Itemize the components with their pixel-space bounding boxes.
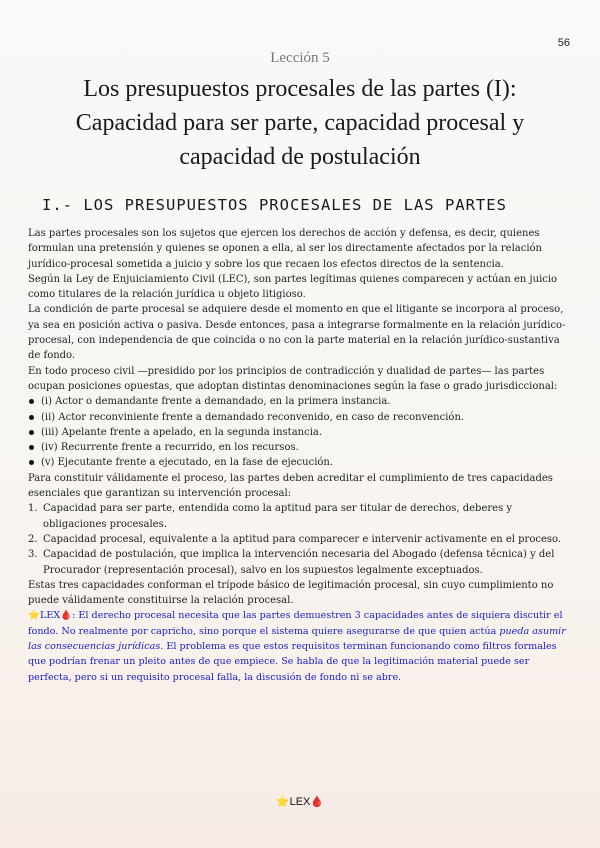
list-item: (iv) Recurrente frente a recurrido, en los recursos.: [28, 440, 568, 455]
list-item: (ii) Actor reconviniente frente a demandado reconvenido, en caso de reconvención.: [28, 410, 568, 425]
paragraph: En todo proceso civil —presidido por los principios de contradicción y dualidad de partes— las partes ocupan posiciones opuestas, que adoptan distintas denominaciones según la fase o grado jurisdiccional:: [28, 365, 558, 392]
star-icon: ⭐: [28, 610, 40, 622]
blood-drop-icon: 🩸: [60, 610, 73, 622]
title-line: Los presupuestos procesales de las partes (I):: [83, 76, 517, 102]
list-number: 3.: [28, 549, 38, 561]
list-item-text: Capacidad procesal, equivalente a la aptitud para comparecer e intervenir activamente en el proceso.: [43, 533, 562, 545]
page-title: [20, 72, 580, 174]
list-item-text: Capacidad de postulación, que implica la intervención necesaria del Abogado (defensa técnica) y del Procurador (representación procesal), salvo en los supuestos legalmente exceptuados.: [43, 549, 555, 576]
note-text: . El problema es que estos requisitos terminan funcionando como filtros formales que podrían frenar un pleito antes de que empiece. Se habla de que la legitimación material puede ser perfecta, pero si un requisito procesal falla, la discusión de fondo ni se abre.: [28, 641, 557, 683]
section-heading: I.- LOS PRESUPUESTOS PROCESALES DE LAS PARTES: [42, 196, 507, 214]
note-label: LEX: [39, 610, 61, 622]
capacities-intro: Para constituir válidamente el proceso, las partes deben acreditar el cumplimiento de tres capacidades esenciales que garantizan su intervención procesal:: [28, 472, 553, 500]
list-item: [28, 547, 568, 578]
footer-brand: [0, 795, 600, 808]
list-item-text: Capacidad para ser parte, entendida como la aptitud para ser titular de derechos, deberes y obligaciones procesales.: [43, 503, 513, 530]
note-emphasis: pueda asumir las consecuencias jurídicas: [28, 625, 566, 653]
list-number: 2.: [28, 533, 38, 545]
blood-drop-icon: 🩸: [310, 796, 325, 808]
list-item: (iii) Apelante frente a apelado, en la segunda instancia.: [28, 425, 568, 440]
list-item: [28, 501, 568, 532]
body-text: [28, 226, 568, 685]
list-number: 1.: [28, 503, 38, 515]
footer-label: LEX: [289, 796, 311, 808]
closing-paragraph: Estas tres capacidades conforman el trípode básico de legitimación procesal, sin cuyo cumplimiento no puede válidamente constituirse la relación procesal.: [28, 579, 554, 607]
note-text: : El derecho procesal necesita que las partes demuestren 3 capacidades antes de siquiera discutir el fondo. No realmente por capricho, sino porque el sistema quiere asegurarse de que quien actúa: [28, 610, 563, 637]
page-number: 56: [557, 37, 570, 49]
list-item: [28, 532, 568, 547]
capacities-list: [28, 501, 568, 577]
title-line: Capacidad para ser parte, capacidad procesal y: [75, 110, 525, 136]
paragraph: La condición de parte procesal se adquiere desde el momento en que el litigante se incorpora al proceso, ya sea en posición activa o pasiva. Desde entonces, pasa a integrarse formalmente en la relación jurídico-procesal, con independencia de que coincida o no con la parte material en la relación jurídico-sustantiva de fondo.: [28, 304, 566, 362]
party-positions-list: [28, 394, 568, 470]
list-item: (i) Actor o demandante frente a demandado, en la primera instancia.: [28, 394, 568, 409]
lex-note: [28, 608, 568, 684]
lesson-label: Lección 5: [270, 50, 330, 66]
list-item: (v) Ejecutante frente a ejecutado, en la fase de ejecución.: [28, 455, 568, 470]
paragraph: Las partes procesales son los sujetos que ejercen los derechos de acción y defensa, es decir, quienes formulan una pretensión y quienes se oponen a ella, al ser los directamente afectados por la relación jurídico-procesal sometida a juicio y sobre los que recaen los efectos directos de la sentencia.: [28, 228, 542, 270]
title-line: capacidad de postulación: [179, 144, 421, 170]
star-icon: ⭐: [275, 796, 290, 808]
paragraph: Según la Ley de Enjuiciamiento Civil (LEC), son partes legítimas quienes comparecen y actúan en juicio como titulares de la relación jurídica u objeto litigioso.: [28, 273, 558, 301]
